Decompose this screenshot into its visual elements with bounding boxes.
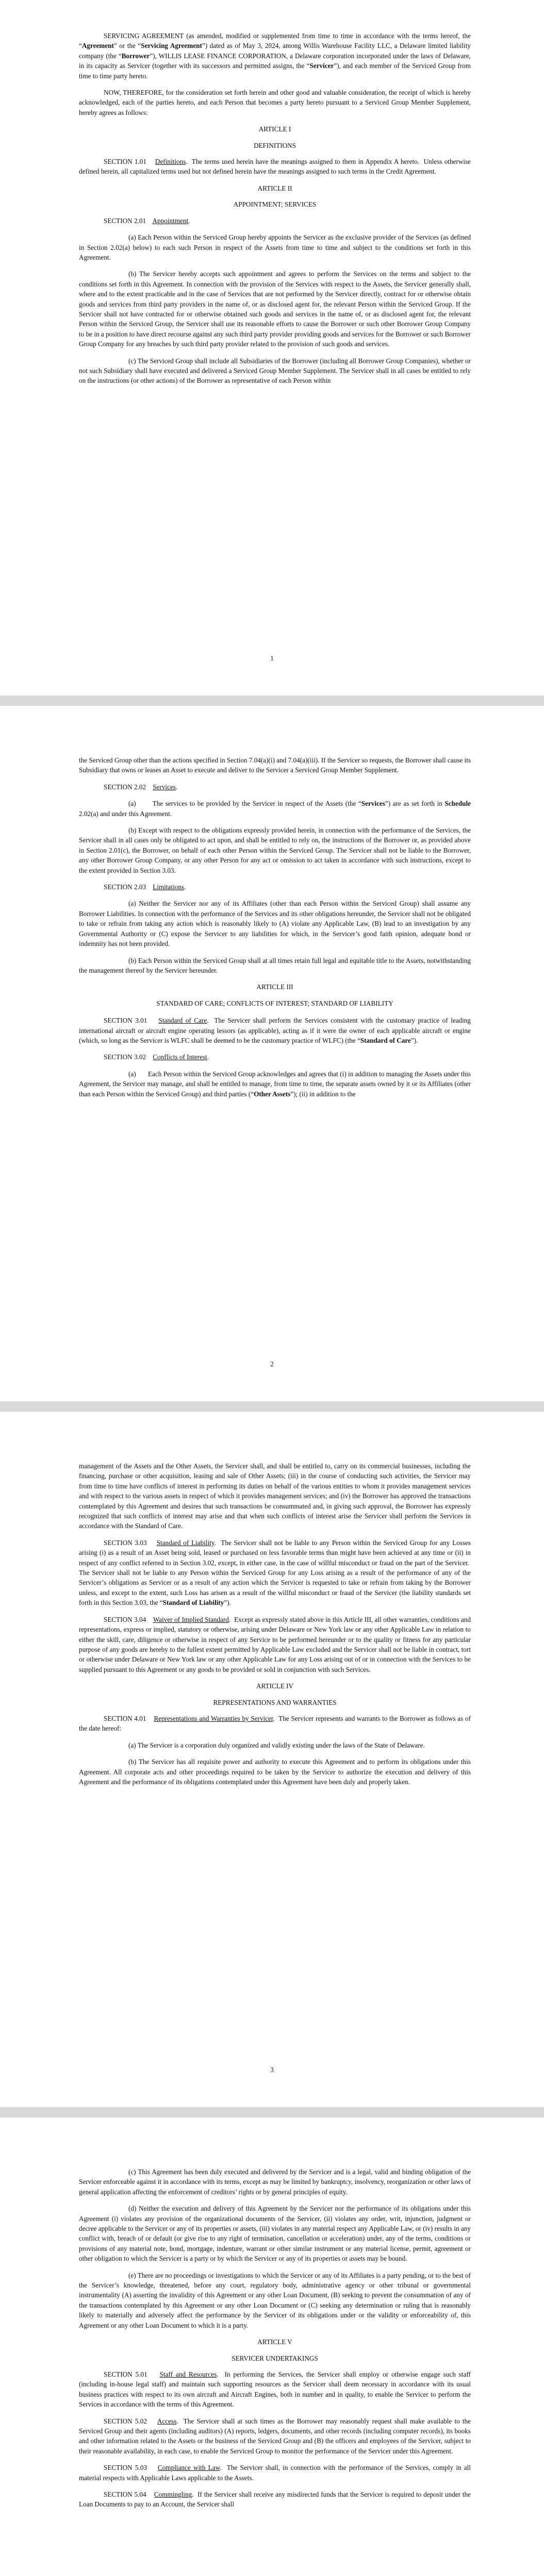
article-title: APPOINTMENT; SERVICES (233, 200, 317, 209)
clause-paragraph: (a) Each Person within the Serviced Group acknowledges and agrees that (i) in addition to managing the Assets under this Agreement, the Servicer may manage, and shall be entitled to manage, from time to time, the separate assets owned by it or its Affiliates (other than each Person within the Serviced Group) and third parties (“Other Assets”); (ii) in addition to the (79, 1070, 471, 1098)
clause-paragraph: (a) Neither the Servicer nor any of its Affiliates (other than each Person within the Serviced Group) shall assume any Borrower Liabilities. In connection with the performance of the Services and its other obligations hereunder, the Servicer shall not be obligated to take or refrain from taking any action which is reasonably likely to (A) violate any Applicable Law, (B) lead to an investigation by any Governmental Authority or (C) expose the Servicer to any liabilities for which, in the Servicer’s good faith opinion, adequate bond or indemnity has not been provided. (79, 900, 471, 948)
recital-paragraph: NOW, THEREFORE, for the consideration set forth herein and other good and valuable consideration, the receipt of which is hereby acknowledged, each of the parties hereto, and each Person that becomes a party hereto pursuant to a Serviced Group Member Supplement, hereby agrees as follows: (79, 89, 471, 116)
clause-paragraph: (b) The Servicer has all requisite power and authority to execute this Agreement and to perform its obligations under this Agreement. All corporate acts and other proceedings required to be taken by the Servicer to authorize the execution and delivery of this Agreement and the performance of its obligations contemplated under this Agreement have been duly and properly taken. (79, 1758, 471, 1786)
section-3-02-heading: SECTION 3.02 Conflicts of Interest. (104, 1053, 209, 1061)
page-1-body (79, 31, 471, 393)
section-2-02-heading: SECTION 2.02 Services. (104, 783, 178, 791)
clause-paragraph: (a) The Servicer is a corporation duly organized and validly existing under the laws of the State of Delaware. (128, 1741, 425, 1749)
article-title: SERVICER UNDERTAKINGS (232, 2354, 318, 2362)
page-2-body (79, 755, 471, 1106)
clause-paragraph: (b) Each Person within the Serviced Group shall at all times retain full legal and equitable title to the Assets, notwithstanding the management thereof by the Servicer hereunder. (79, 956, 471, 974)
clause-paragraph: (e) There are no proceedings or investigations to which the Servicer or any of its Affiliates is a party pending, or to the best of the Servicer’s knowledge, threatened, before any court, regulatory body, administrative agency or other tribunal or governmental instrumentality (A) asserting the invalidity of this Agreement or any other Loan Document, (B) seeking to prevent the consummation of any of the transactions contemplated by this Agreement or any other Loan Document or (C) seeking any determination or ruling that is reasonably likely to materially and adversely affect the performance by the Servicer of its obligations under or the validity or enforceability of, this Agreement or any other Loan Document to which it is a party. (79, 2271, 471, 2329)
clause-paragraph: (c) The Serviced Group shall include all Subsidiaries of the Borrower (including all Borrower Group Companies), whether or not such Subsidiary shall have executed and delivered a Serviced Group Member Supplement. The Servicer shall in all cases be entitled to rely on the instructions (or other actions) of the Borrower as representative of each Person within (79, 357, 471, 385)
document-page-4 (0, 2117, 544, 2576)
page-number: 2 (270, 1360, 274, 1368)
clause-paragraph: (d) Neither the execution and delivery of this Agreement by the Servicer nor the performance of its obligations under this Agreement (i) violates any provision of the organizational documents of the Servicer, (ii) violates any order, writ, injunction, judgment or decree applicable to the Servicer or any of its properties or assets, (iii) violates in any material respect any Applicable Law, or (iv) results in any conflict with, breach of or default (or give rise to any right of termination, cancellation or acceleration) under, any of the terms, conditions or provisions of any material note, bond, mortgage, indenture, warrant or other similar instrument or any material license, permit, agreement or other obligation to which the Servicer is a party or by which the Servicer or any of its properties or assets may be bound. (79, 2205, 471, 2263)
article-heading: ARTICLE II (257, 184, 292, 192)
section-3-03: SECTION 3.03 Standard of Liability. The Servicer shall not be liable to any Person within the Serviced Group for any Losses arising (i) as a result of an Asset being sold, leased or purchased on less favorable terms than might have been achieved at any time or (ii) in respect of any conflict referred to in Section 3.02, except, in either case, in the case of willful misconduct or fraud on the part of the Servicer. The Servicer shall not be liable to any Person within the Serviced Group for any Loss arising as a result of the performance of any of the Servicer’s obligations as Servicer or as a result of any action which the Servicer is requested to take or refrain from taking by the Borrower unless, and except to the extent, such Loss has arisen as a result of the willful misconduct or fraud of the Servicer (the liability standards set forth in this Section 3.03, the “Standard of Liability”). (79, 1538, 471, 1607)
section-1-01: SECTION 1.01 Definitions. The terms used herein have the meanings assigned to them in Appendix A hereto. Unless otherwise defined herein, all capitalized terms used but not defined herein have the meanings assigned to such terms in the Credit Agreement. (79, 158, 471, 176)
continued-paragraph: management of the Assets and the Other Assets, the Servicer shall, and shall be entitled to, carry on its commercial businesses, including the financing, purchase or other acquisition, leasing and sale of Other Assets; (iii) in the course of conducting such activities, the Servicer may from time to time have conflicts of interest in performing its duties on behalf of the various entities to whom it provides management services and with respect to the various assets in respect of which it provides management services; and (iv) the Borrower has approved the transactions contemplated by this Agreement and desires that such transactions be consummated and, in giving such approval, the Borrower has expressly recognized that such conflicts of interest may arise and that when such conflicts of interest arise the Servicer shall perform the Services in accordance with the Standard of Care. (79, 1462, 471, 1530)
section-5-02: SECTION 5.02 Access. The Servicer shall at such times as the Borrower may reasonably request shall make available to the Serviced Group and their agents (including auditors) (A) reports, ledgers, documents, and other records (including computer records), its books and other information related to the Assets or the business of the Serviced Group and (B) the officers and employees of the Servicer, subject to their reasonable availability, in each case, to enable the Serviced Group to monitor the performance of the Servicer under this Agreement. (79, 2417, 471, 2455)
clause-paragraph: (b) Except with respect to the obligations expressly provided herein, in connection with the performance of the Services, the Servicer shall in all cases only be obligated to act upon, and shall be entitled to rely on, the instructions of the Borrower or, as provided above in Section 2.01(c), the Borrower, on behalf of each other Person within the Serviced Group. The Servicer shall not be liable to the Borrower, any other Borrower Group Company, or any other Person for any act or omission to act taken in accordance with such instructions, except to the extent provided in Section 3.03. (79, 826, 471, 874)
page-number: 1 (270, 654, 274, 662)
article-heading: ARTICLE IV (256, 1682, 294, 1690)
clause-paragraph: (a) The services to be provided by the Servicer in respect of the Assets (the “Services”) are as set forth in Schedule 2.02(a) and under this Agreement. (79, 800, 471, 818)
document-page-2 (0, 706, 544, 1401)
section-3-04: SECTION 3.04 Waiver of Implied Standard. Except as expressly stated above in this Article III, all other warranties, conditions and representations, express or implied, statutory or otherwise, arising under Delaware or New York law or any other Applicable Law in relation to either the skill, care, diligence or otherwise in respect of any Service to be performed hereunder or to the quality or fitness for any particular purpose of any goods are hereby to the fullest extent permitted by Applicable Law excluded and the Servicer shall not be liable in contract, tort or otherwise under Delaware or New York law or any other Applicable Law for any Loss arising out of or in connection with the Services to be supplied pursuant to this Agreement or any goods to be provided or sold in conjunction with such Services. (79, 1615, 471, 1673)
article-heading: ARTICLE I (258, 125, 291, 133)
continued-paragraph: the Serviced Group other than the actions specified in Section 7.04(a)(i) and 7.04(a)(iii). If the Servicer so requests, the Borrower shall cause its Subsidiary that owns or leases an Asset to execute and deliver to the Servicer a Serviced Group Member Supplement. (79, 756, 471, 774)
article-heading: ARTICLE V (257, 2338, 292, 2346)
document-page-3 (0, 1412, 544, 2107)
clause-paragraph: (c) This Agreement has been duly executed and delivered by the Servicer and is a legal, valid and binding obligation of the Servicer enforceable against it in accordance with its terms, except as may be limited by bankruptcy, insolvency, reorganization or other laws of general application affecting the enforcement of creditors’ rights or by general principles of equity. (79, 2168, 471, 2196)
section-3-01: SECTION 3.01 Standard of Care. The Servicer shall perform the Services consistent with the customary practice of leading international aircraft or aircraft engine operating lessors (as applicable), acting as if it were the owner of each applicable aircraft or engine (which, so long as the Servicer is WLFC shall be deemed to be the customary practice of WLFC) (the “Standard of Care”). (79, 1016, 471, 1044)
section-2-03-heading: SECTION 2.03 Limitations. (104, 883, 186, 891)
article-title: REPRESENTATIONS AND WARRANTIES (213, 1698, 337, 1706)
section-4-01: SECTION 4.01 Representations and Warranties by Servicer. The Servicer represents and warrants to the Borrower as follows as of the date hereof: (79, 1714, 471, 1733)
intro-paragraph: SERVICING AGREEMENT (as amended, modified or supplemented from time to time in accordance with the terms hereof, the “Agreement” or the “Servicing Agreement”) dated as of May 3, 2024, among Willis Warehouse Facility LLC, a Delaware limited liability company (the “Borrower”), WILLIS LEASE FINANCE CORPORATION, a Delaware corporation incorporated under the laws of Delaware, in its capacity as Servicer (together with its successors and permitted assigns, the “Servicer”), and each member of the Serviced Group from time to time party hereto. (79, 32, 471, 80)
clause-paragraph: (b) The Servicer hereby accepts such appointment and agrees to perform the Services on the terms and subject to the conditions set forth in this Agreement. In connection with the provision of the Services with respect to the Assets, the Servicer generally shall, where and to the extent practicable and in the case of Services that are not performed by the Servicer directly, contract for or otherwise obtain goods and services from third party providers in the name of, or as disclosed agent for, the relevant Person within the Serviced Group. If the Servicer shall not have contracted for or otherwise obtained such goods and services in the name of, or as disclosed agent for, the relevant Person within the Serviced Group, the Servicer shall use its reasonable efforts to cause the Borrower or such other Borrower Group Company to be in a position to have direct recourse against any such third party provider providing goods and services for the Borrower or such Borrower Group Company for any breaches by such third party provider related to the provision of such goods and services. (79, 270, 471, 348)
document-page-1 (0, 0, 544, 696)
article-heading: ARTICLE III (256, 983, 293, 991)
section-5-04: SECTION 5.04 Commingling. If the Servicer shall receive any misdirected funds that the Servicer is required to deposit under the Loan Documents to pay to an Account, the Servicer shall (79, 2490, 471, 2509)
article-title: DEFINITIONS (253, 141, 296, 149)
page-4-body (79, 2167, 471, 2516)
article-title: STANDARD OF CARE; CONFLICTS OF INTEREST; STANDARD OF LIABILITY (156, 999, 393, 1007)
page-number: 3 (270, 2066, 274, 2074)
section-2-01-heading: SECTION 2.01 Appointment. (104, 216, 190, 225)
section-5-03: SECTION 5.03 Compliance with Law. The Servicer shall, in connection with the performance of the Services, comply in all material respects with Applicable Laws applicable to the Assets. (79, 2464, 471, 2482)
page-3-body (79, 1461, 471, 1793)
section-5-01: SECTION 5.01 Staff and Resources. In performing the Services, the Servicer shall employ or otherwise engage such staff (including in-house legal staff) and maintain such supporting resources as the Servicer shall deem necessary in accordance with its usual business practices with respect to its own aircraft and Aircraft Engines, both in number and in quality, to enable the Servicer to perform the Services in accordance with the terms of this Agreement. (79, 2370, 471, 2409)
clause-paragraph: (a) Each Person within the Serviced Group hereby appoints the Servicer as the exclusive provider of the Services (as defined in Section 2.02(a) below) to each such Person in respect of the Assets from time to time and subject to the conditions set forth in this Agreement. (79, 233, 471, 261)
